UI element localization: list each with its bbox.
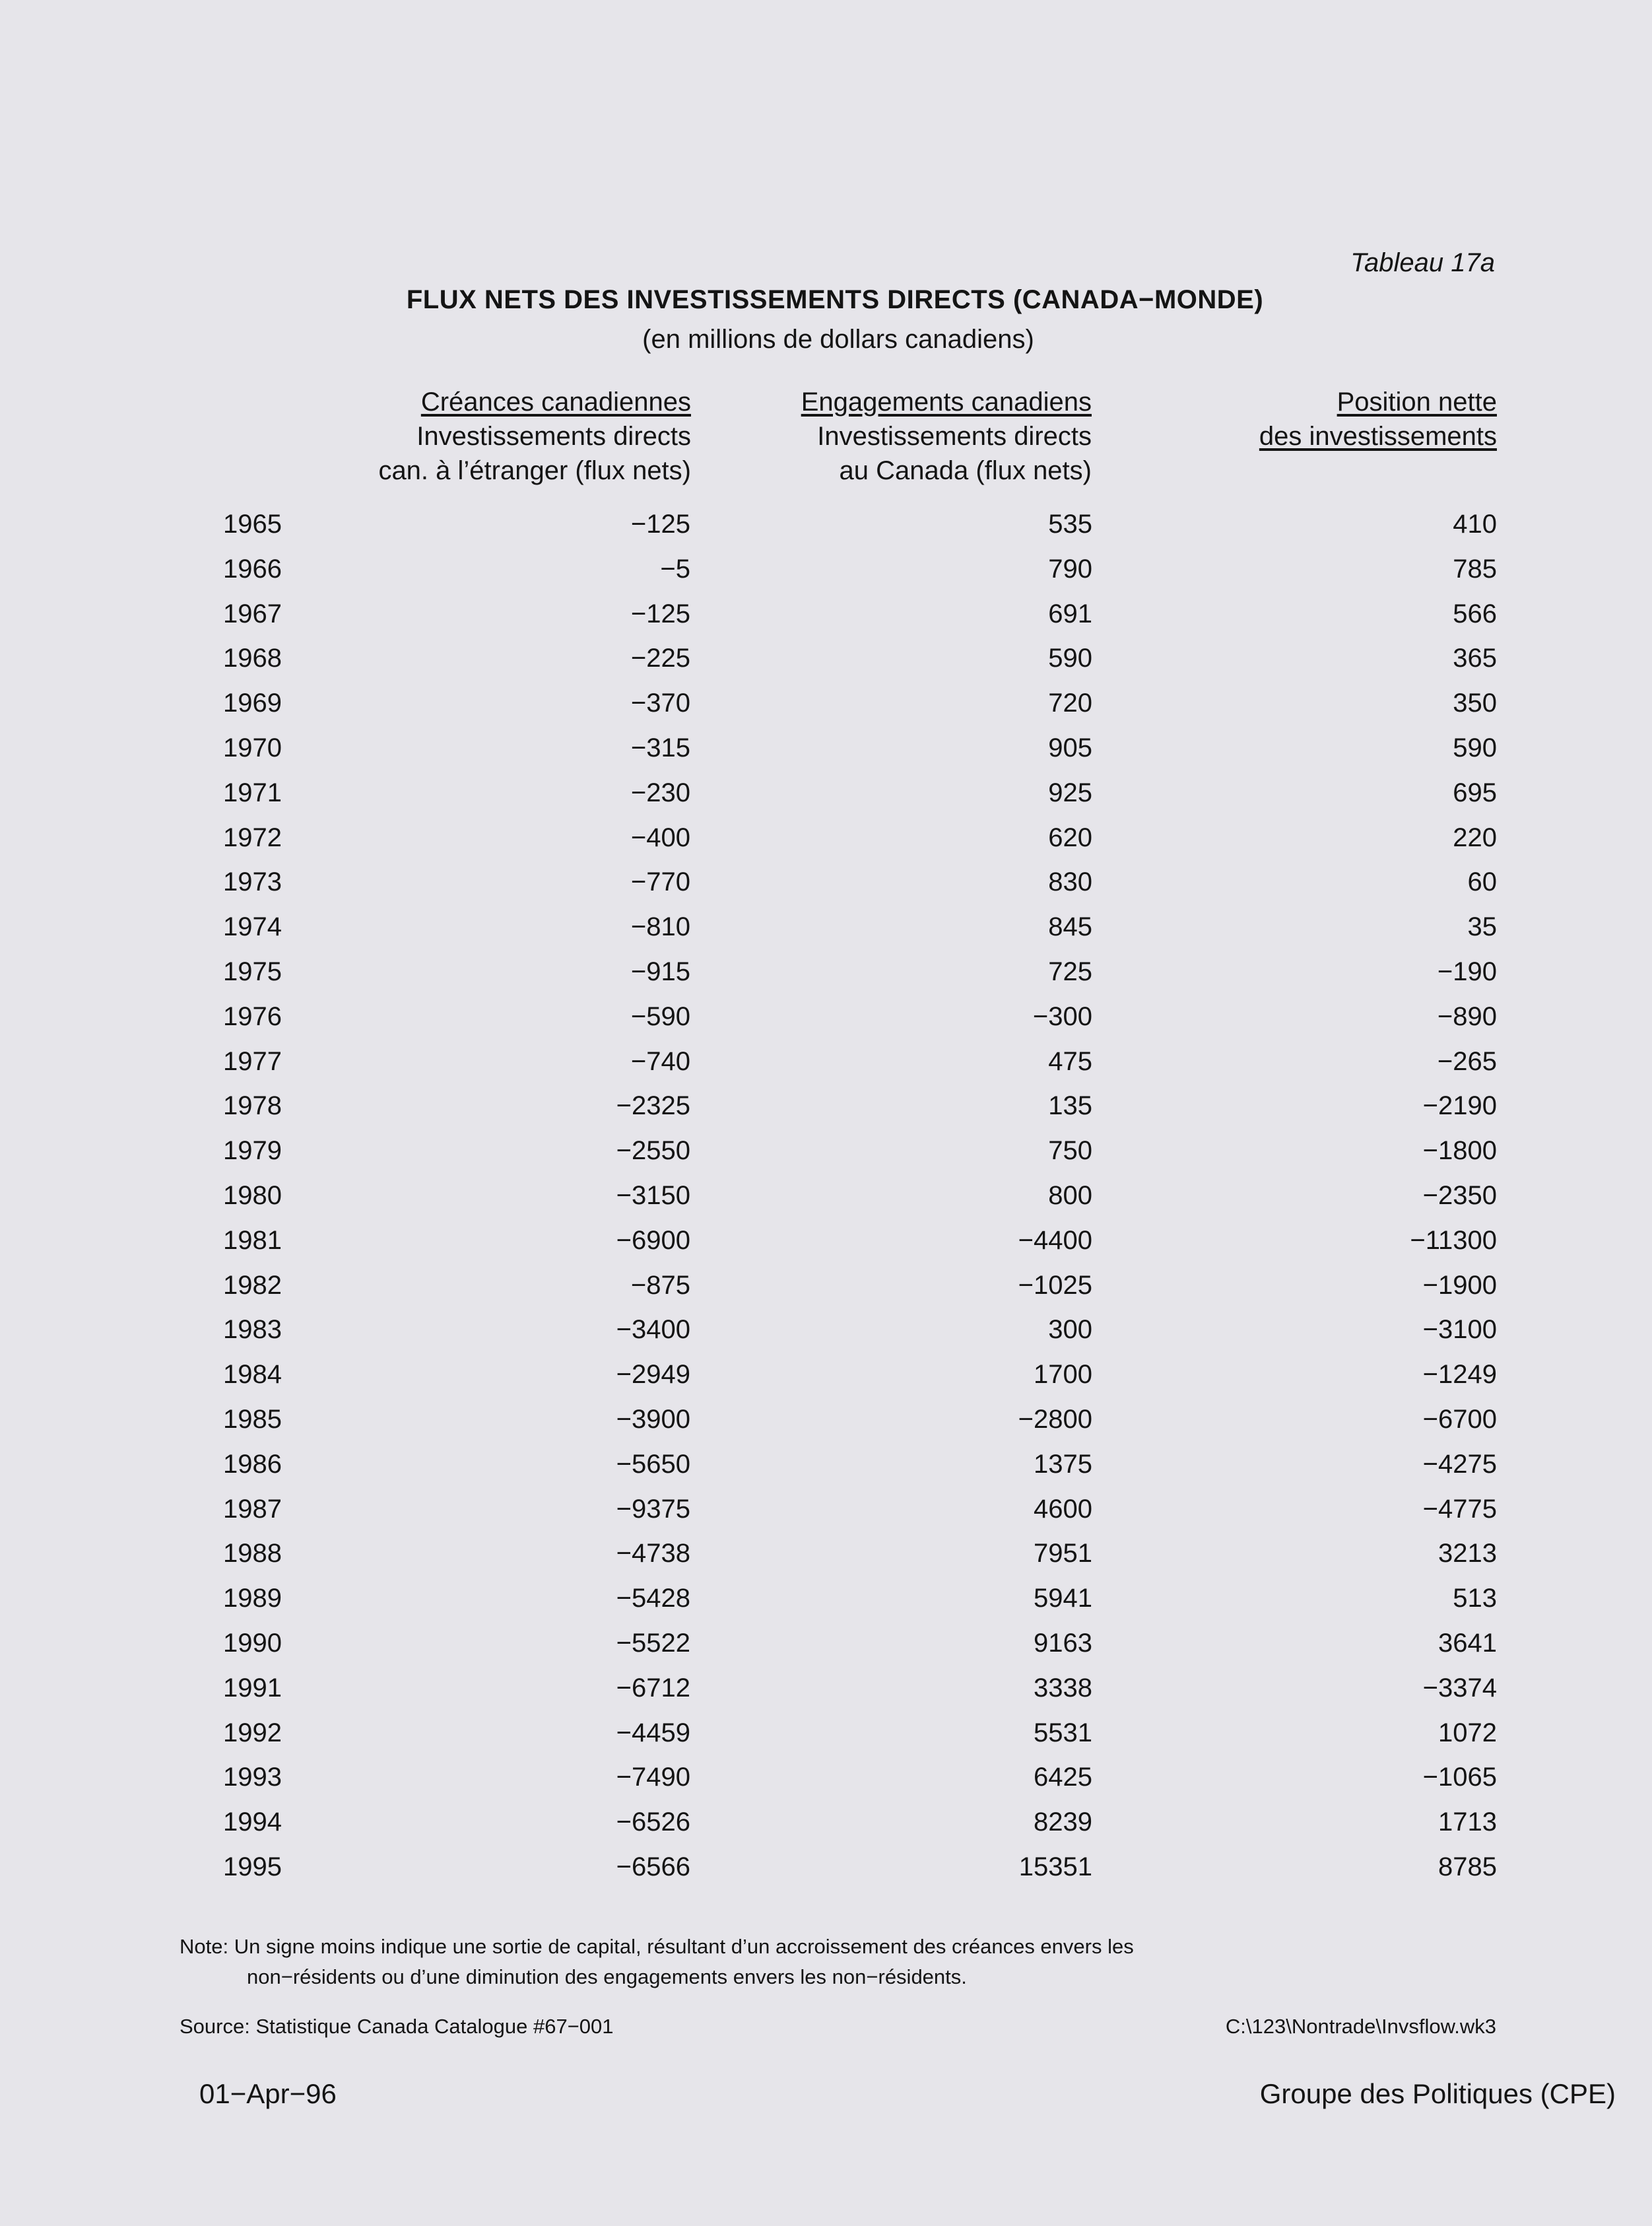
creances-cell: −4459 <box>616 1718 690 1747</box>
table-row <box>0 1226 1652 1271</box>
year-cell: 1974 <box>223 912 282 942</box>
engagements-cell: 750 <box>1048 1136 1092 1166</box>
creances-cell: −740 <box>630 1046 690 1076</box>
creances-cell: −2550 <box>616 1136 690 1166</box>
engagements-cell: 800 <box>1048 1180 1092 1210</box>
table-row <box>0 1271 1652 1316</box>
position-cell: −1065 <box>1422 1763 1497 1792</box>
page-subtitle: (en millions de dollars canadiens) <box>642 325 1034 354</box>
creances-cell: −6900 <box>616 1225 690 1255</box>
engagements-cell: 15351 <box>1018 1852 1092 1881</box>
table-number: Tableau 17a <box>1350 248 1495 277</box>
table-row <box>0 1495 1652 1539</box>
position-cell: 513 <box>1453 1584 1497 1613</box>
column-header-engagements-title: Engagements canadiens <box>801 388 1092 417</box>
position-cell: 8785 <box>1438 1852 1497 1881</box>
engagements-cell: 1375 <box>1034 1449 1092 1479</box>
year-cell: 1972 <box>223 823 282 852</box>
engagements-cell: 135 <box>1048 1091 1092 1121</box>
year-cell: 1976 <box>223 1001 282 1031</box>
column-header-position-line2: des investissements <box>1259 422 1497 451</box>
table-row <box>0 1047 1652 1092</box>
engagements-cell: 691 <box>1048 599 1092 628</box>
position-cell: −6700 <box>1422 1404 1497 1434</box>
engagements-cell: 725 <box>1048 957 1092 986</box>
engagements-cell: 925 <box>1048 778 1092 807</box>
table-row <box>0 510 1652 555</box>
creances-cell: −2325 <box>616 1091 690 1121</box>
position-cell: 410 <box>1453 510 1497 539</box>
table-row <box>0 599 1652 644</box>
creances-cell: −125 <box>630 599 690 628</box>
year-cell: 1988 <box>223 1539 282 1568</box>
creances-cell: −3150 <box>616 1180 690 1210</box>
position-cell: 350 <box>1453 689 1497 718</box>
year-cell: 1973 <box>223 867 282 897</box>
table-row <box>0 644 1652 689</box>
year-cell: 1994 <box>223 1807 282 1837</box>
position-cell: −4775 <box>1422 1494 1497 1524</box>
creances-cell: −5 <box>660 554 690 584</box>
year-cell: 1991 <box>223 1673 282 1703</box>
column-header-engagements <box>801 385 1092 488</box>
position-cell: −1249 <box>1422 1360 1497 1390</box>
engagements-cell: 590 <box>1048 644 1092 673</box>
engagements-cell: 720 <box>1048 689 1092 718</box>
engagements-cell: 9163 <box>1034 1628 1092 1658</box>
creances-cell: −810 <box>630 912 690 942</box>
creances-cell: −5428 <box>616 1584 690 1613</box>
year-cell: 1995 <box>223 1852 282 1881</box>
footnote <box>180 1932 1134 1992</box>
position-cell: −190 <box>1437 957 1497 986</box>
column-header-position <box>1259 385 1497 454</box>
footer-date: 01−Apr−96 <box>199 2078 337 2109</box>
table-row <box>0 823 1652 868</box>
column-header-engagements-line2: Investissements directs <box>817 422 1092 451</box>
table-row <box>0 1584 1652 1629</box>
year-cell: 1975 <box>223 957 282 986</box>
year-cell: 1982 <box>223 1270 282 1300</box>
year-cell: 1965 <box>223 510 282 539</box>
footnote-line1: Note: Un signe moins indique une sortie de capital, résultant d’un accroissement des créances envers les <box>180 1935 1134 1958</box>
engagements-cell: −2800 <box>1018 1404 1092 1434</box>
year-cell: 1966 <box>223 554 282 584</box>
engagements-cell: 3338 <box>1034 1673 1092 1703</box>
position-cell: −11300 <box>1410 1225 1497 1255</box>
year-cell: 1980 <box>223 1180 282 1210</box>
creances-cell: −770 <box>630 867 690 897</box>
year-cell: 1967 <box>223 599 282 628</box>
column-header-creances <box>378 385 691 488</box>
position-cell: 1072 <box>1438 1718 1497 1747</box>
year-cell: 1989 <box>223 1584 282 1613</box>
position-cell: 695 <box>1453 778 1497 807</box>
engagements-cell: 6425 <box>1034 1763 1092 1792</box>
year-cell: 1993 <box>223 1763 282 1792</box>
table-row <box>0 1315 1652 1360</box>
table-row <box>0 1718 1652 1763</box>
creances-cell: −9375 <box>616 1494 690 1524</box>
creances-cell: −370 <box>630 689 690 718</box>
position-cell: 220 <box>1453 823 1497 852</box>
table-row <box>0 1136 1652 1181</box>
table-row <box>0 1450 1652 1495</box>
position-cell: −2190 <box>1422 1091 1497 1121</box>
position-cell: −2350 <box>1422 1180 1497 1210</box>
engagements-cell: 845 <box>1048 912 1092 942</box>
year-cell: 1985 <box>223 1404 282 1434</box>
table-row <box>0 1852 1652 1897</box>
year-cell: 1977 <box>223 1046 282 1076</box>
creances-cell: −5522 <box>616 1628 690 1658</box>
creances-cell: −6712 <box>616 1673 690 1703</box>
engagements-cell: 905 <box>1048 733 1092 762</box>
engagements-cell: −4400 <box>1018 1225 1092 1255</box>
engagements-cell: 300 <box>1048 1315 1092 1345</box>
creances-cell: −125 <box>630 510 690 539</box>
year-cell: 1978 <box>223 1091 282 1121</box>
column-header-creances-title: Créances canadiennes <box>420 388 691 417</box>
position-cell: 365 <box>1453 644 1497 673</box>
source-citation: Source: Statistique Canada Catalogue #67−001 <box>180 2015 614 2038</box>
page-title: FLUX NETS DES INVESTISSEMENTS DIRECTS (CANADA−MONDE) <box>406 285 1264 314</box>
creances-cell: −3400 <box>616 1315 690 1345</box>
table-row <box>0 689 1652 733</box>
year-cell: 1986 <box>223 1449 282 1479</box>
position-cell: 1713 <box>1438 1807 1497 1837</box>
creances-cell: −315 <box>630 733 690 762</box>
table-row <box>0 1091 1652 1136</box>
creances-cell: −2949 <box>616 1360 690 1390</box>
engagements-cell: 5531 <box>1034 1718 1092 1747</box>
engagements-cell: 5941 <box>1034 1584 1092 1613</box>
engagements-cell: −300 <box>1032 1001 1092 1031</box>
year-cell: 1979 <box>223 1136 282 1166</box>
engagements-cell: 620 <box>1048 823 1092 852</box>
position-cell: 566 <box>1453 599 1497 628</box>
creances-cell: −7490 <box>616 1763 690 1792</box>
creances-cell: −3900 <box>616 1404 690 1434</box>
year-cell: 1987 <box>223 1494 282 1524</box>
position-cell: 60 <box>1467 867 1497 897</box>
table-row <box>0 1181 1652 1226</box>
footnote-line2: non−résidents ou d’une diminution des engagements envers les non−résidents. <box>247 1965 967 1988</box>
creances-cell: −230 <box>630 778 690 807</box>
year-cell: 1968 <box>223 644 282 673</box>
position-cell: 590 <box>1453 733 1497 762</box>
engagements-cell: 830 <box>1048 867 1092 897</box>
engagements-cell: 535 <box>1048 510 1092 539</box>
position-cell: −3374 <box>1422 1673 1497 1703</box>
table-row <box>0 778 1652 823</box>
table-row <box>0 1807 1652 1852</box>
year-cell: 1981 <box>223 1225 282 1255</box>
table-row <box>0 1763 1652 1807</box>
table-row <box>0 1539 1652 1584</box>
position-cell: −3100 <box>1422 1315 1497 1345</box>
creances-cell: −915 <box>630 957 690 986</box>
table-row <box>0 1673 1652 1718</box>
table-row <box>0 957 1652 1002</box>
engagements-cell: 4600 <box>1034 1494 1092 1524</box>
file-path: C:\123\Nontrade\Invsflow.wk3 <box>1225 2015 1496 2038</box>
year-cell: 1969 <box>223 689 282 718</box>
position-cell: −265 <box>1437 1046 1497 1076</box>
year-cell: 1990 <box>223 1628 282 1658</box>
position-cell: −1800 <box>1422 1136 1497 1166</box>
position-cell: 35 <box>1467 912 1497 942</box>
year-cell: 1970 <box>223 733 282 762</box>
position-cell: 785 <box>1453 554 1497 584</box>
position-cell: −4275 <box>1422 1449 1497 1479</box>
year-cell: 1971 <box>223 778 282 807</box>
footer-organization: Groupe des Politiques (CPE) <box>1259 2078 1616 2109</box>
column-header-position-title: Position nette <box>1337 388 1497 417</box>
data-table <box>0 510 1652 1897</box>
engagements-cell: 790 <box>1048 554 1092 584</box>
creances-cell: −5650 <box>616 1449 690 1479</box>
position-cell: −890 <box>1437 1001 1497 1031</box>
engagements-cell: 475 <box>1048 1046 1092 1076</box>
position-cell: −1900 <box>1422 1270 1497 1300</box>
table-row <box>0 1360 1652 1405</box>
engagements-cell: 8239 <box>1034 1807 1092 1837</box>
table-row <box>0 555 1652 599</box>
table-row <box>0 1002 1652 1047</box>
position-cell: 3213 <box>1438 1539 1497 1568</box>
column-header-creances-line3: can. à l’étranger (flux nets) <box>378 456 691 485</box>
creances-cell: −875 <box>630 1270 690 1300</box>
position-cell: 3641 <box>1438 1628 1497 1658</box>
engagements-cell: −1025 <box>1018 1270 1092 1300</box>
table-row <box>0 733 1652 778</box>
table-row <box>0 1405 1652 1450</box>
table-row <box>0 912 1652 957</box>
table-row <box>0 1629 1652 1673</box>
engagements-cell: 1700 <box>1034 1360 1092 1390</box>
creances-cell: −590 <box>630 1001 690 1031</box>
creances-cell: −400 <box>630 823 690 852</box>
creances-cell: −225 <box>630 644 690 673</box>
creances-cell: −6566 <box>616 1852 690 1881</box>
creances-cell: −4738 <box>616 1539 690 1568</box>
column-header-creances-line2: Investissements directs <box>416 422 691 451</box>
table-row <box>0 867 1652 912</box>
year-cell: 1992 <box>223 1718 282 1747</box>
year-cell: 1984 <box>223 1360 282 1390</box>
column-header-engagements-line3: au Canada (flux nets) <box>839 456 1092 485</box>
creances-cell: −6526 <box>616 1807 690 1837</box>
engagements-cell: 7951 <box>1034 1539 1092 1568</box>
year-cell: 1983 <box>223 1315 282 1345</box>
